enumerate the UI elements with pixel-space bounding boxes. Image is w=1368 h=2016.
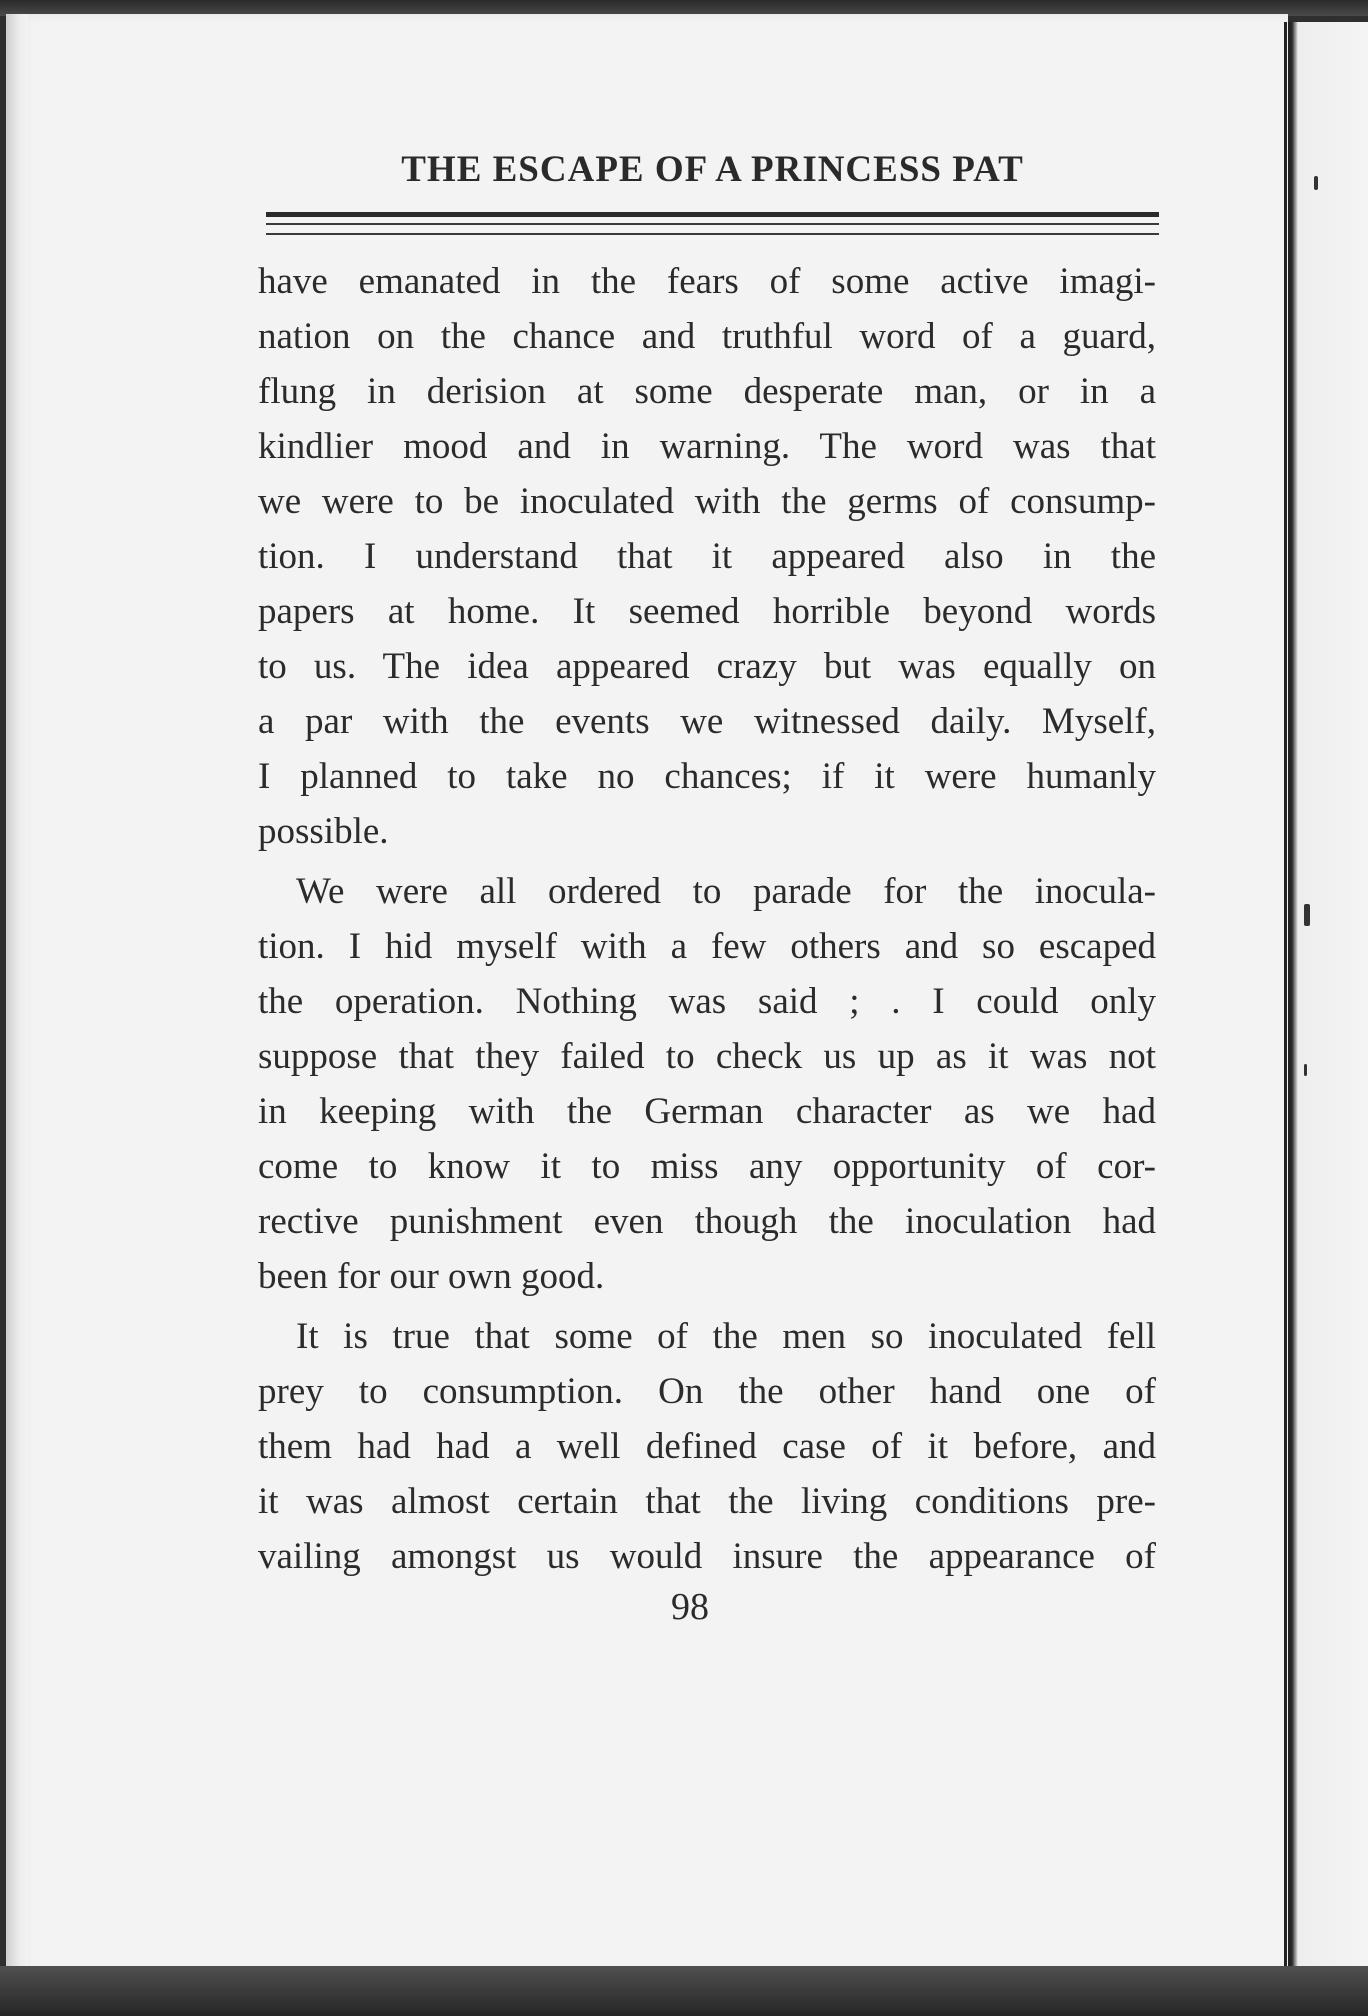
text-line: we were to be inoculated with the germs of consump- xyxy=(258,481,1156,522)
header-rule-thin xyxy=(266,233,1159,235)
text-line: rective punishment even though the inoculation had xyxy=(258,1201,1156,1242)
text-line: It is true that some of the men so inoculated fell xyxy=(296,1316,1156,1357)
page-number: 98 xyxy=(671,1586,709,1628)
text-line: the operation. Nothing was said ; . I could only xyxy=(258,981,1156,1022)
text-line: them had had a well defined case of it before, and xyxy=(258,1426,1156,1467)
text-line: been for our own good. xyxy=(258,1256,605,1297)
text-line: suppose that they failed to check us up as it was not xyxy=(258,1036,1156,1077)
text-line: a par with the events we witnessed daily. Myself, xyxy=(258,701,1156,742)
text-line: have emanated in the fears of some active imagi- xyxy=(258,261,1156,302)
text-line: nation on the chance and truthful word of a guard, xyxy=(258,316,1156,357)
running-header: THE ESCAPE OF A PRINCESS PAT xyxy=(401,149,1024,190)
text-line: to us. The idea appeared crazy but was equally on xyxy=(258,646,1156,687)
text-line: I planned to take no chances; if it were humanly xyxy=(258,756,1156,797)
text-line: flung in derision at some desperate man, or in a xyxy=(258,371,1156,412)
header-rule-thick xyxy=(266,212,1159,217)
scan-bottom-border xyxy=(0,1966,1368,2016)
text-line: tion. I hid myself with a few others and so escaped xyxy=(258,926,1156,967)
header-rule-thin xyxy=(266,223,1159,225)
text-line: possible. xyxy=(258,811,389,852)
text-line: in keeping with the German character as we had xyxy=(258,1091,1156,1132)
text-line: come to know it to miss any opportunity of cor- xyxy=(258,1146,1156,1187)
text-line: kindlier mood and in warning. The word was that xyxy=(258,426,1156,467)
binding-mark xyxy=(1304,904,1310,926)
text-line: papers at home. It seemed horrible beyond words xyxy=(258,591,1156,632)
page-left-edge xyxy=(6,14,28,1972)
adjacent-page-edge xyxy=(1288,22,1368,1972)
text-line: it was almost certain that the living conditions pre- xyxy=(258,1481,1156,1522)
binding-mark xyxy=(1304,1064,1307,1076)
text-line: tion. I understand that it appeared also in the xyxy=(258,536,1156,577)
text-line: prey to consumption. On the other hand one of xyxy=(258,1371,1156,1412)
text-line: We were all ordered to parade for the inocula- xyxy=(296,871,1156,912)
page-gutter-shadow xyxy=(1284,22,1287,1970)
text-line: vailing amongst us would insure the appearance of xyxy=(258,1536,1156,1577)
binding-mark xyxy=(1314,176,1318,190)
